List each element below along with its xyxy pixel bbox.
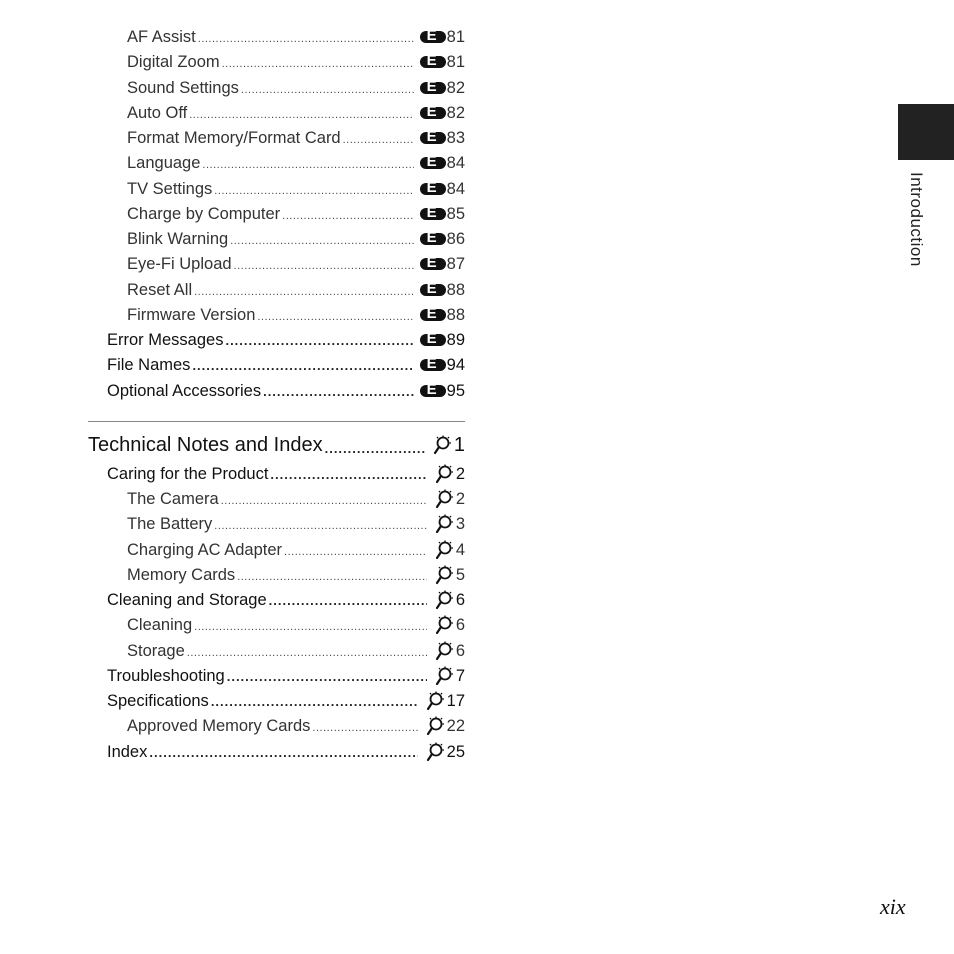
technical-notes-icon — [424, 690, 446, 712]
technical-notes-icon — [433, 614, 455, 636]
toc-entry-title: Optional Accessories — [107, 381, 262, 400]
section-divider — [88, 421, 465, 422]
reference-section-icon — [420, 29, 446, 45]
leader-dots — [194, 621, 427, 636]
toc-entry-the-battery[interactable] — [127, 513, 465, 535]
reference-section-icon — [420, 105, 446, 121]
toc-entry-title: Caring for the Product — [107, 464, 269, 483]
toc-entry-page: 94 — [446, 355, 465, 374]
toc-entry-storage[interactable] — [127, 640, 465, 662]
reference-section-icon — [420, 307, 446, 323]
leader-dots — [211, 694, 418, 712]
toc-entry-page: 2 — [455, 489, 465, 508]
toc-entry-page: 5 — [455, 565, 465, 584]
toc-entry-digital-zoom[interactable] — [127, 51, 465, 73]
leader-dots — [257, 311, 413, 326]
toc-entry-title: Cleaning and Storage — [107, 590, 267, 609]
toc-entry-eye-fi-upload[interactable] — [127, 253, 465, 275]
toc-entry-page: 87 — [446, 254, 465, 273]
toc-entry-title: Firmware Version — [127, 305, 256, 324]
toc-entry-page: 6 — [455, 615, 465, 634]
toc-entry-title: Error Messages — [107, 330, 224, 349]
leader-dots — [198, 33, 414, 48]
technical-notes-icon — [433, 513, 455, 535]
toc-entry-error-messages[interactable] — [107, 329, 465, 351]
technical-notes-icon — [424, 741, 446, 763]
toc-entry-language[interactable] — [127, 152, 465, 174]
toc-entry-title: Eye-Fi Upload — [127, 254, 232, 273]
leader-dots — [202, 159, 413, 174]
leader-dots — [269, 593, 427, 611]
leader-dots — [237, 571, 427, 586]
leader-dots — [312, 722, 417, 737]
toc-entry-title: Charge by Computer — [127, 204, 281, 223]
toc-entry-file-names[interactable] — [107, 354, 465, 376]
reference-section-icon — [420, 231, 446, 247]
toc-entry-page: 17 — [446, 691, 465, 710]
leader-dots — [214, 185, 413, 200]
leader-dots — [241, 84, 414, 99]
toc-entry-title: Sound Settings — [127, 78, 239, 97]
toc-entry-title: Troubleshooting — [107, 666, 225, 685]
toc-entry-title: Auto Off — [127, 103, 188, 122]
leader-dots — [225, 333, 413, 351]
toc-entry-charge-by-computer[interactable] — [127, 203, 465, 225]
toc-entry-technical-notes[interactable] — [88, 431, 465, 459]
toc-entry-charging-ac-adapter[interactable] — [127, 539, 465, 561]
toc-entry-title: Charging AC Adapter — [127, 540, 283, 559]
technical-notes-icon — [433, 539, 455, 561]
toc-entry-tv-settings[interactable] — [127, 178, 465, 200]
reference-section-icon — [420, 54, 446, 70]
toc-entry-page: 89 — [446, 330, 465, 349]
toc-entry-page: 84 — [446, 179, 465, 198]
leader-dots — [194, 286, 414, 301]
leader-dots — [214, 520, 427, 535]
toc-entry-caring[interactable] — [107, 463, 465, 485]
leader-dots — [189, 109, 413, 124]
toc-entry-page: 1 — [453, 433, 465, 456]
leader-dots — [270, 467, 426, 485]
technical-notes-icon — [424, 715, 446, 737]
reference-section-icon — [420, 357, 446, 373]
toc-entry-page: 22 — [446, 716, 465, 735]
toc-entry-title: Reset All — [127, 280, 193, 299]
toc-entry-index[interactable] — [107, 741, 465, 763]
toc-entry-firmware-version[interactable] — [127, 304, 465, 326]
toc-entry-title: TV Settings — [127, 179, 213, 198]
reference-section-icon — [420, 256, 446, 272]
leader-dots — [227, 669, 427, 687]
toc-entry-auto-off[interactable] — [127, 102, 465, 124]
side-tab-label: Introduction — [907, 172, 926, 267]
reference-section-icon — [420, 282, 446, 298]
toc-entry-the-camera[interactable] — [127, 488, 465, 510]
toc-entry-page: 25 — [446, 742, 465, 761]
toc-entry-page: 6 — [455, 641, 465, 660]
toc-entry-cleaning-and-storage[interactable] — [107, 589, 465, 611]
toc-entry-title: AF Assist — [127, 27, 196, 46]
reference-section-icon — [420, 80, 446, 96]
toc-entry-approved-memory-cards[interactable] — [127, 715, 465, 737]
toc-entry-title: Technical Notes and Index — [88, 433, 323, 456]
toc-entry-troubleshooting[interactable] — [107, 665, 465, 687]
leader-dots — [187, 647, 427, 662]
technical-notes-icon — [431, 434, 453, 456]
toc-entry-cleaning[interactable] — [127, 614, 465, 636]
toc-entry-page: 7 — [455, 666, 465, 685]
technical-notes-icon — [433, 589, 455, 611]
toc-entry-title: Language — [127, 153, 201, 172]
toc-entry-title: Storage — [127, 641, 185, 660]
toc-entry-page: 2 — [455, 464, 465, 483]
toc-entry-sound-settings[interactable] — [127, 77, 465, 99]
toc-entry-title: Specifications — [107, 691, 209, 710]
toc-entry-title: Format Memory/Format Card — [127, 128, 341, 147]
toc-entry-blink-warning[interactable] — [127, 228, 465, 250]
leader-dots — [149, 745, 417, 763]
toc-entry-title: Cleaning — [127, 615, 193, 634]
toc-entry-memory-cards[interactable] — [127, 564, 465, 586]
toc-entry-optional-accessories[interactable] — [107, 380, 465, 402]
toc-entry-title: The Battery — [127, 514, 213, 533]
toc-entry-title: Digital Zoom — [127, 52, 220, 71]
leader-dots — [284, 546, 427, 561]
toc-entry-reset-all[interactable] — [127, 279, 465, 301]
leader-dots — [282, 210, 413, 225]
toc-entry-specifications[interactable] — [107, 690, 465, 712]
toc-entry-af-assist[interactable] — [127, 26, 465, 48]
page-number: xix — [880, 894, 906, 919]
toc-entry-format-memory[interactable] — [127, 127, 465, 149]
toc-entry-title: Index — [107, 742, 148, 761]
toc-entry-page: 81 — [446, 52, 465, 71]
leader-dots — [230, 235, 413, 250]
toc-entry-page: 85 — [446, 204, 465, 223]
toc-entry-page: 82 — [446, 103, 465, 122]
toc-entry-page: 4 — [455, 540, 465, 559]
toc-entry-page: 82 — [446, 78, 465, 97]
technical-notes-icon — [433, 564, 455, 586]
toc-entry-title: Approved Memory Cards — [127, 716, 311, 735]
leader-dots — [222, 58, 414, 73]
reference-section-icon — [420, 155, 446, 171]
reference-section-icon — [420, 332, 446, 348]
leader-dots — [221, 495, 427, 510]
toc-entry-title: Memory Cards — [127, 565, 236, 584]
toc-entry-page: 84 — [446, 153, 465, 172]
technical-notes-icon — [433, 463, 455, 485]
toc-entry-page: 88 — [446, 305, 465, 324]
toc-entry-page: 3 — [455, 514, 465, 533]
toc-entry-title: The Camera — [127, 489, 219, 508]
leader-dots — [343, 134, 414, 149]
section-tab-marker — [898, 104, 954, 160]
leader-dots — [263, 384, 414, 402]
toc-entry-page: 6 — [455, 590, 465, 609]
reference-section-icon — [420, 383, 446, 399]
toc-entry-page: 88 — [446, 280, 465, 299]
technical-notes-icon — [433, 488, 455, 510]
toc-entry-page: 95 — [446, 381, 465, 400]
reference-section-icon — [420, 130, 446, 146]
leader-dots — [325, 441, 425, 459]
toc-entry-page: 83 — [446, 128, 465, 147]
toc-entry-page: 86 — [446, 229, 465, 248]
reference-section-icon — [420, 181, 446, 197]
toc-entry-title: File Names — [107, 355, 191, 374]
technical-notes-icon — [433, 640, 455, 662]
reference-section-icon — [420, 206, 446, 222]
toc-entry-page: 81 — [446, 27, 465, 46]
toc-entry-title: Blink Warning — [127, 229, 229, 248]
technical-notes-icon — [433, 665, 455, 687]
leader-dots — [192, 358, 413, 376]
leader-dots — [234, 260, 414, 275]
